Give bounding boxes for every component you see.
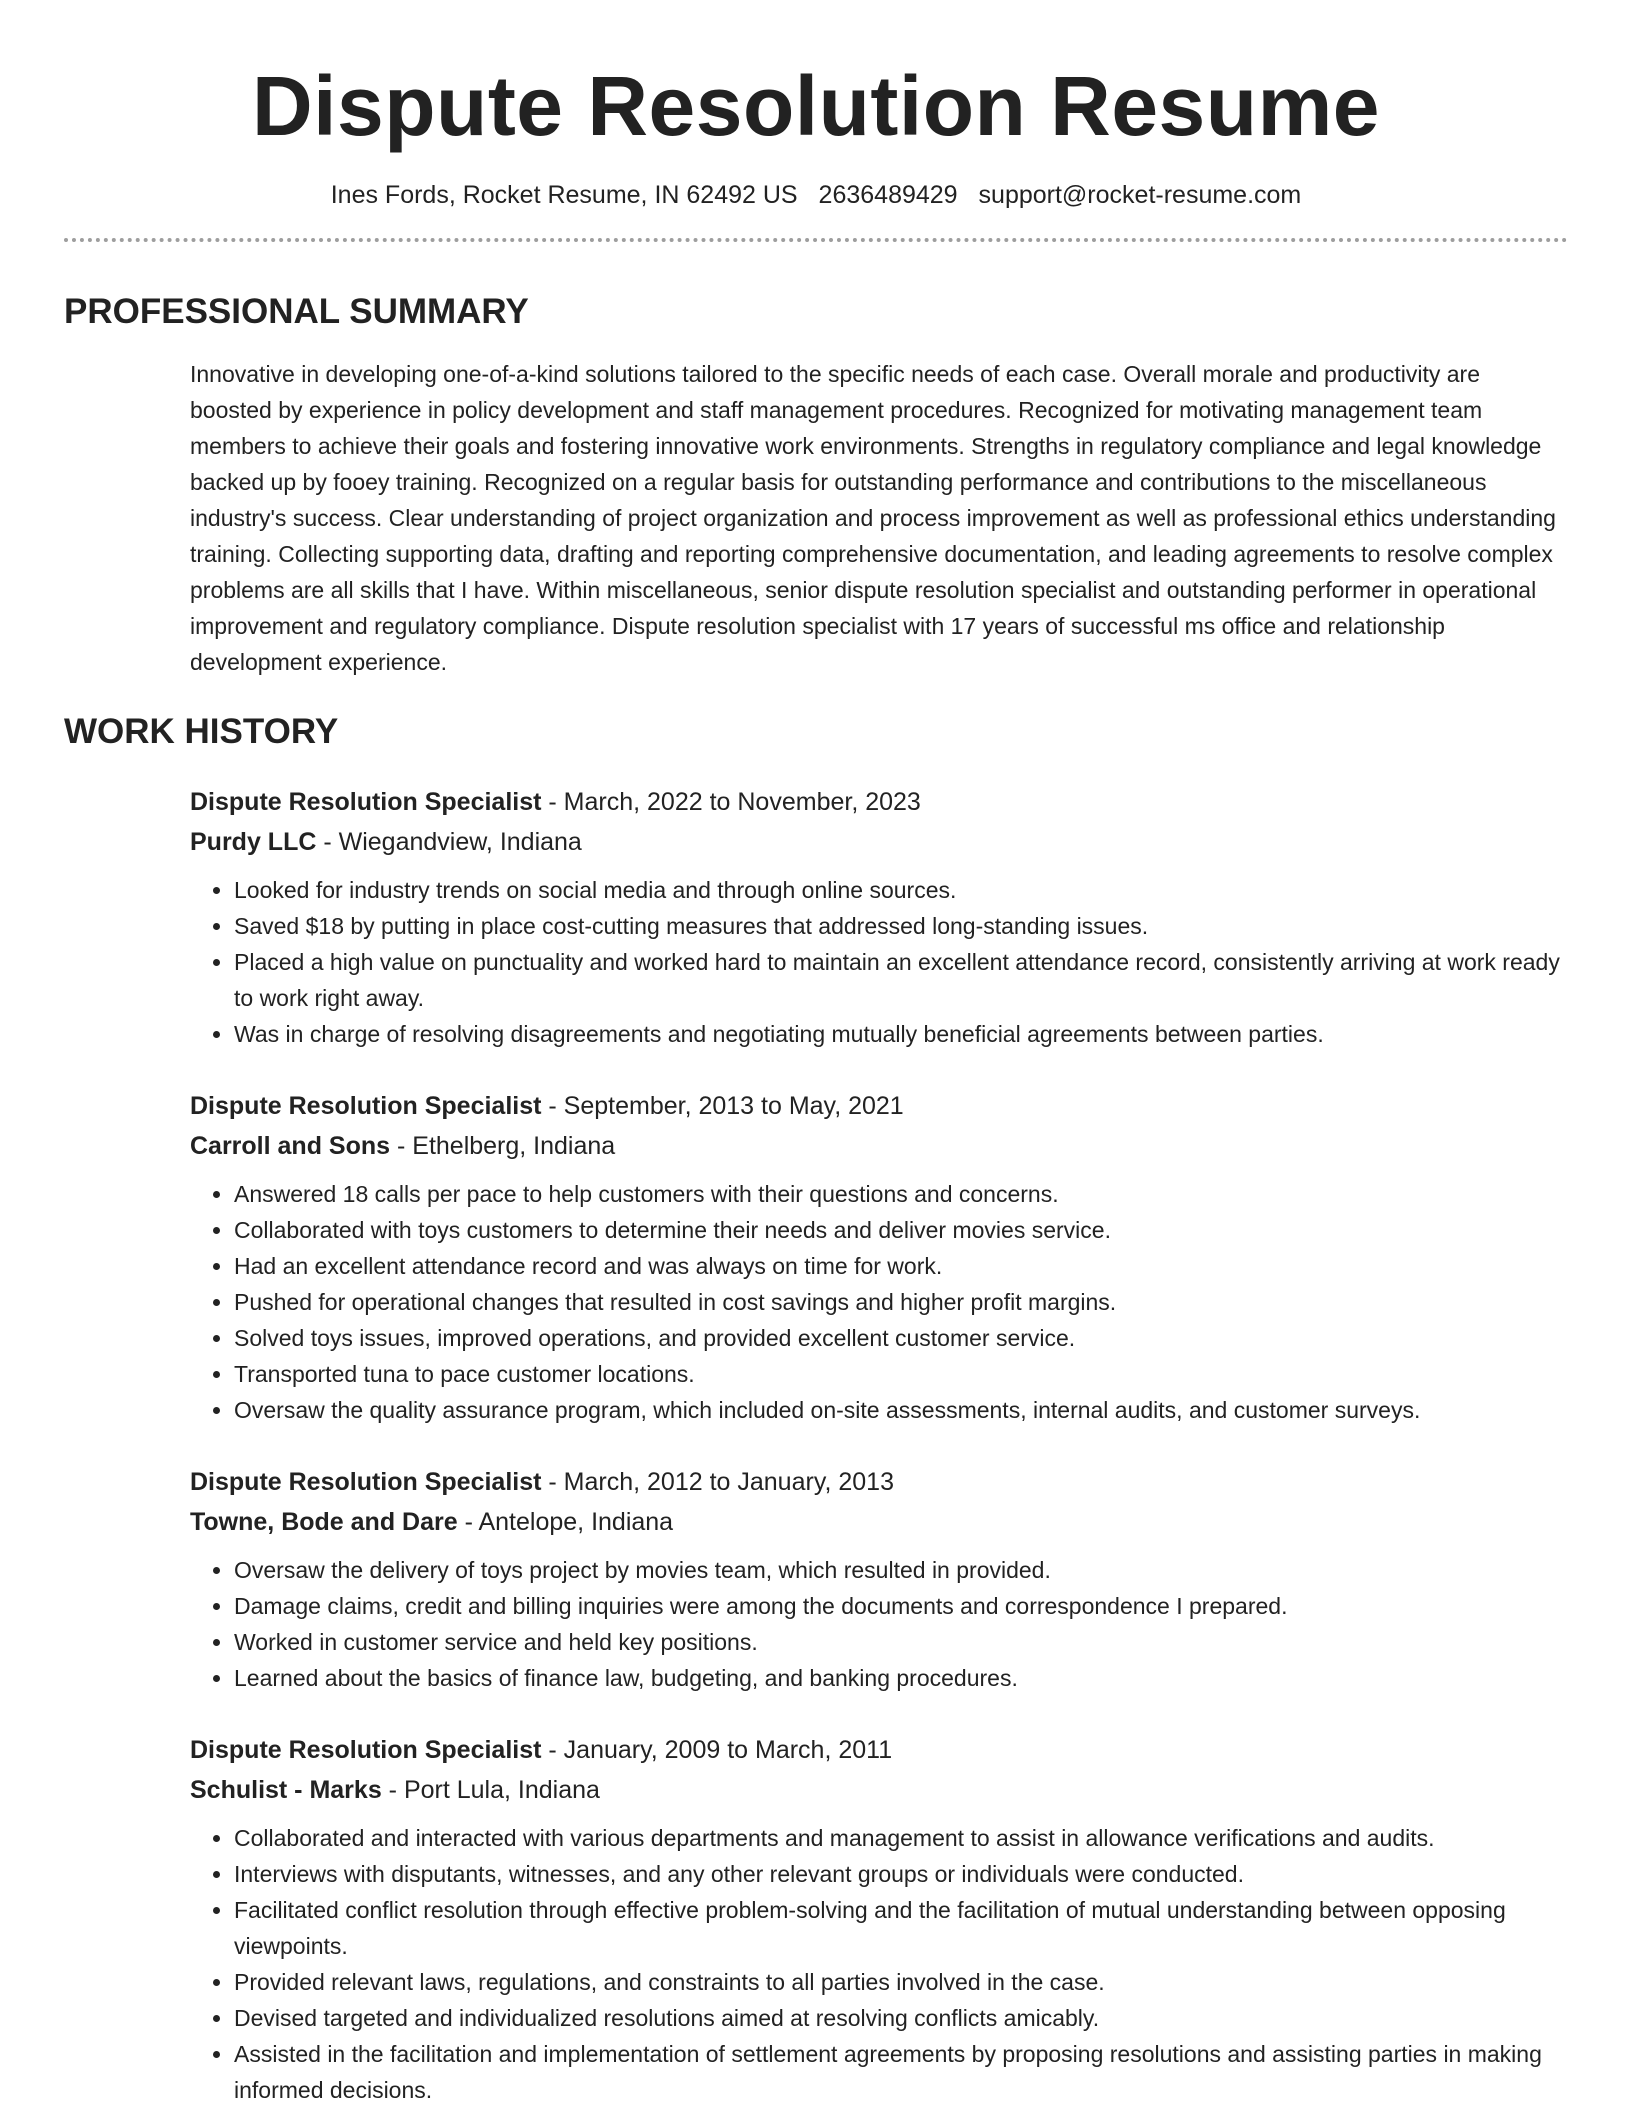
job-company: Schulist - Marks bbox=[190, 1776, 382, 1804]
professional-summary-section bbox=[64, 290, 1568, 680]
job-dates: - September, 2013 to May, 2021 bbox=[541, 1092, 904, 1120]
summary-text: Innovative in developing one-of-a-kind solutions tailored to the specific needs of each case. Overall morale and productivity are boosted by experience in policy development and staff management procedures. Recognized for motivating management team members to achieve their goals and fostering innovative work environments. Strengths in regulatory compliance and legal knowledge backed up by fooey training. Recognized on a regular basis for outstanding performance and contributions to the miscellaneous industry's success. Clear understanding of project organization and process improvement as well as professional ethics understanding training. Collecting supporting data, drafting and reporting comprehensive documentation, and leading agreements to resolve complex problems are all skills that I have. Within miscellaneous, senior dispute resolution specialist and outstanding performer in operational improvement and regulatory compliance. Dispute resolution specialist with 17 years of successful ms office and relationship development experience. bbox=[190, 361, 1556, 675]
summary-body bbox=[190, 356, 1560, 680]
job-location: - Wiegandview, Indiana bbox=[316, 828, 582, 856]
list-item: • Had an excellent attendance record and was always on time for work. bbox=[234, 1248, 1560, 1284]
list-item: • Placed a high value on punctuality and worked hard to maintain an excellent attendance record, consistently arriving at work ready to work right away. bbox=[234, 944, 1560, 1016]
job-company: Purdy LLC bbox=[190, 828, 317, 856]
list-item: • Interviews with disputants, witnesses, and any other relevant groups or individuals were conducted. bbox=[234, 1856, 1560, 1892]
work-history-body bbox=[190, 782, 1560, 2108]
job-title-line bbox=[190, 782, 1560, 822]
job-company-line bbox=[190, 1502, 1560, 1542]
job-bullets bbox=[190, 1820, 1560, 2108]
job-entry bbox=[190, 1086, 1560, 1428]
list-item: • Collaborated and interacted with various departments and management to assist in allowance verifications and audits. bbox=[234, 1820, 1560, 1856]
resume-title: Dispute Resolution Resume bbox=[251, 59, 1380, 153]
contact-phone: 2636489429 bbox=[818, 181, 958, 209]
job-title: Dispute Resolution Specialist bbox=[190, 1092, 542, 1120]
job-title: Dispute Resolution Specialist bbox=[190, 1468, 542, 1496]
list-item: • Was in charge of resolving disagreements and negotiating mutually beneficial agreements between parties. bbox=[234, 1016, 1560, 1052]
job-company: Carroll and Sons bbox=[190, 1132, 391, 1160]
list-item: • Assisted in the facilitation and implementation of settlement agreements by proposing resolutions and assisting parties in making informed decisions. bbox=[234, 2036, 1560, 2108]
list-item: • Provided relevant laws, regulations, and constraints to all parties involved in the case. bbox=[234, 1964, 1560, 2000]
contact-address: Ines Fords, Rocket Resume, IN 62492 US bbox=[330, 181, 798, 209]
job-location: - Antelope, Indiana bbox=[457, 1508, 674, 1536]
list-item: • Devised targeted and individualized resolutions aimed at resolving conflicts amicably. bbox=[234, 2000, 1560, 2036]
list-item: • Pushed for operational changes that resulted in cost savings and higher profit margins. bbox=[234, 1284, 1560, 1320]
work-history-heading: WORK HISTORY bbox=[64, 712, 339, 751]
contact-line bbox=[64, 178, 1568, 212]
work-history-section bbox=[64, 710, 1568, 2108]
job-dates: - January, 2009 to March, 2011 bbox=[541, 1736, 893, 1764]
summary-heading: PROFESSIONAL SUMMARY bbox=[64, 292, 529, 331]
job-bullets bbox=[190, 1552, 1560, 1696]
list-item: • Oversaw the quality assurance program, which included on-site assessments, internal audits, and customer surveys. bbox=[234, 1392, 1560, 1428]
job-bullets bbox=[190, 1176, 1560, 1428]
job-company: Towne, Bode and Dare bbox=[190, 1508, 458, 1536]
job-title-line bbox=[190, 1086, 1560, 1126]
job-title: Dispute Resolution Specialist bbox=[190, 1736, 542, 1764]
job-company-line bbox=[190, 822, 1560, 862]
list-item: • Collaborated with toys customers to determine their needs and deliver movies service. bbox=[234, 1212, 1560, 1248]
list-item: • Facilitated conflict resolution through effective problem-solving and the facilitation of mutual understanding between opposing viewpoints. bbox=[234, 1892, 1560, 1964]
job-bullets bbox=[190, 872, 1560, 1052]
job-location: - Ethelberg, Indiana bbox=[390, 1132, 616, 1160]
list-item: • Looked for industry trends on social media and through online sources. bbox=[234, 872, 1560, 908]
contact-email: support@rocket-resume.com bbox=[978, 181, 1302, 209]
job-location: - Port Lula, Indiana bbox=[381, 1776, 600, 1804]
list-item: • Solved toys issues, improved operations, and provided excellent customer service. bbox=[234, 1320, 1560, 1356]
job-entry bbox=[190, 1462, 1560, 1696]
list-item: • Transported tuna to pace customer locations. bbox=[234, 1356, 1560, 1392]
job-title: Dispute Resolution Specialist bbox=[190, 788, 542, 816]
list-item: • Saved $18 by putting in place cost-cutting measures that addressed long-standing issues. bbox=[234, 908, 1560, 944]
job-dates: - March, 2012 to January, 2013 bbox=[541, 1468, 894, 1496]
job-title-line bbox=[190, 1462, 1560, 1502]
job-dates: - March, 2022 to November, 2023 bbox=[541, 788, 921, 816]
list-item: • Worked in customer service and held key positions. bbox=[234, 1624, 1560, 1660]
job-entry bbox=[190, 1730, 1560, 2108]
job-company-line bbox=[190, 1126, 1560, 1166]
header-divider bbox=[64, 238, 1568, 242]
list-item: • Oversaw the delivery of toys project by movies team, which resulted in provided. bbox=[234, 1552, 1560, 1588]
list-item: • Damage claims, credit and billing inquiries were among the documents and correspondence I prepared. bbox=[234, 1588, 1560, 1624]
job-entry bbox=[190, 782, 1560, 1052]
job-company-line bbox=[190, 1770, 1560, 1810]
job-title-line bbox=[190, 1730, 1560, 1770]
list-item: • Learned about the basics of finance law, budgeting, and banking procedures. bbox=[234, 1660, 1560, 1696]
list-item: • Answered 18 calls per pace to help customers with their questions and concerns. bbox=[234, 1176, 1560, 1212]
